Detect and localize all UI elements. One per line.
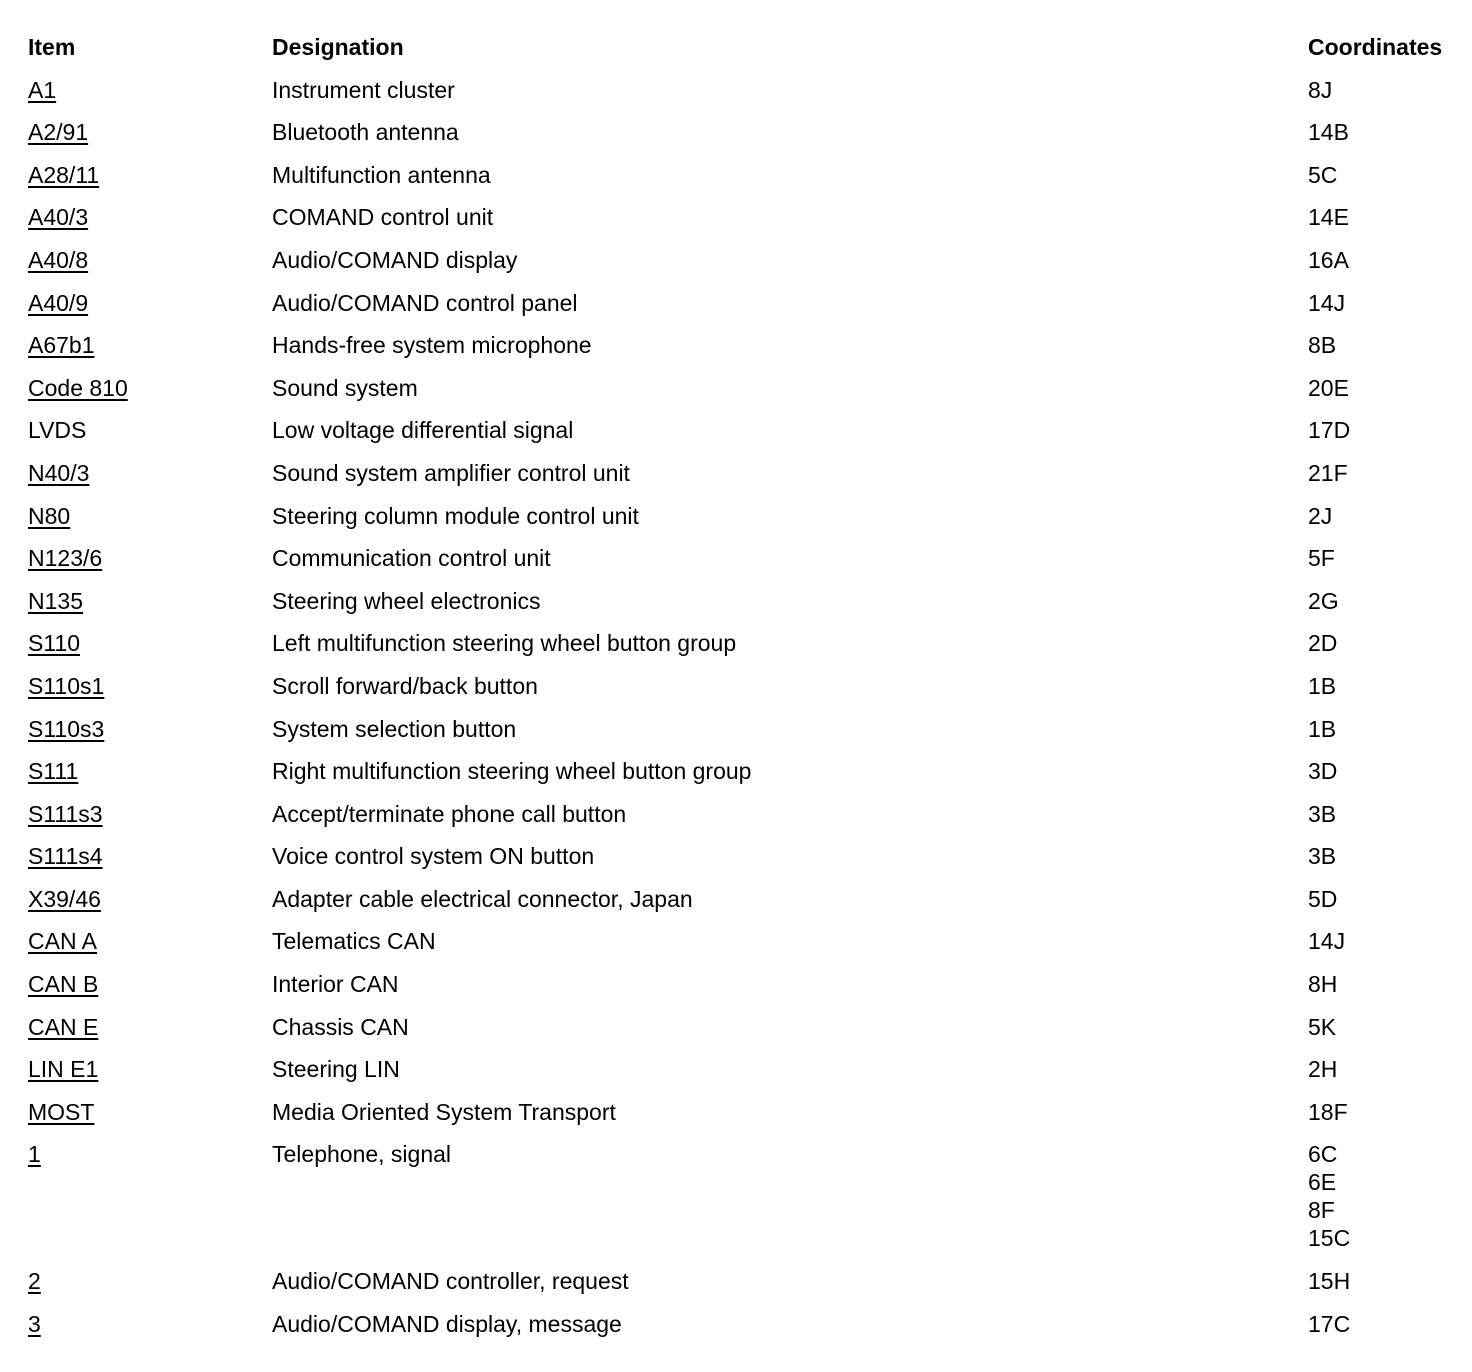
item-link[interactable]: A1 [28, 76, 57, 103]
coordinate-value: 2H [1308, 1056, 1338, 1083]
coordinate-value: 15C [1308, 1225, 1351, 1252]
header-designation: Designation [272, 34, 404, 60]
designation-cell: Audio/COMAND control panel [272, 289, 578, 316]
designation-cell: Audio/COMAND display, message [272, 1310, 622, 1337]
coordinate-value: 8F [1308, 1197, 1335, 1224]
table-row [28, 282, 1468, 325]
coordinates-cell [1308, 416, 1468, 444]
coordinates-cell [1308, 800, 1468, 828]
designation-cell: Sound system [272, 374, 418, 401]
item-link[interactable]: Code 810 [28, 374, 128, 401]
item-cell [28, 1267, 272, 1295]
item-cell [28, 203, 272, 231]
item-link[interactable]: CAN B [28, 971, 99, 998]
item-link[interactable]: 2 [28, 1268, 41, 1295]
coordinates-cell [1308, 459, 1468, 487]
coordinates-cell [1308, 587, 1468, 615]
item-cell [28, 246, 272, 274]
designation-cell: Accept/terminate phone call button [272, 800, 627, 827]
coordinate-value: 14J [1308, 928, 1346, 955]
table-row [28, 665, 1468, 708]
item-cell [28, 587, 272, 615]
item-cell [28, 1013, 272, 1041]
coordinates-cell [1308, 757, 1468, 785]
item-cell [28, 1055, 272, 1083]
designation-cell: Audio/COMAND controller, request [272, 1268, 629, 1295]
coordinate-value: 6E [1308, 1169, 1337, 1196]
coordinate-value: 21F [1308, 459, 1348, 486]
coordinate-value: 14J [1308, 289, 1346, 316]
coordinate-value: 2D [1308, 630, 1338, 657]
table-row [28, 878, 1468, 921]
coordinate-value: 1B [1308, 672, 1337, 699]
item-link[interactable]: 3 [28, 1310, 41, 1337]
designation-cell: Hands-free system microphone [272, 332, 592, 359]
designation-cell: System selection button [272, 715, 517, 742]
coordinate-value: 2J [1308, 502, 1333, 529]
coordinates-cell [1308, 927, 1468, 955]
item-cell [28, 544, 272, 572]
coordinates-cell [1308, 1140, 1468, 1252]
item-cell [28, 1098, 272, 1126]
designation-cell: Scroll forward/back button [272, 672, 538, 699]
designation-cell: Chassis CAN [272, 1013, 409, 1040]
item-cell [28, 842, 272, 870]
item-cell [28, 374, 272, 402]
table-row [28, 1303, 1468, 1346]
designation-cell: Steering LIN [272, 1056, 400, 1083]
table-row [28, 239, 1468, 282]
coordinates-cell [1308, 715, 1468, 743]
table-row [28, 1006, 1468, 1049]
item-cell [28, 161, 272, 189]
coordinates-cell [1308, 1310, 1468, 1338]
item-link[interactable]: S110 [28, 630, 81, 657]
coordinates-cell [1308, 161, 1468, 189]
coordinates-cell [1308, 544, 1468, 572]
table-row [28, 324, 1468, 367]
table-header [28, 26, 1468, 69]
item-cell [28, 331, 272, 359]
coordinate-value: 8J [1308, 76, 1333, 103]
table-row [28, 367, 1468, 410]
coordinate-value: 2G [1308, 587, 1339, 614]
coordinate-value: 1B [1308, 715, 1337, 742]
coordinates-cell [1308, 1013, 1468, 1041]
designation-cell: COMAND control unit [272, 204, 494, 231]
table-row [28, 708, 1468, 751]
coordinates-cell [1308, 502, 1468, 530]
item-cell [28, 1140, 272, 1168]
item-cell [28, 970, 272, 998]
item-link[interactable]: A67b1 [28, 332, 95, 359]
item-link[interactable]: LIN E1 [28, 1056, 99, 1083]
table-row [28, 495, 1468, 538]
designation-cell: Right multifunction steering wheel button group [272, 758, 752, 785]
item-link[interactable]: A40/9 [28, 289, 89, 316]
coordinates-cell [1308, 118, 1468, 146]
table-row [28, 622, 1468, 665]
table-row [28, 111, 1468, 154]
coordinate-value: 5F [1308, 545, 1335, 572]
item-cell [28, 416, 272, 444]
designation-cell: Communication control unit [272, 545, 551, 572]
coordinates-cell [1308, 672, 1468, 700]
coordinates-cell [1308, 885, 1468, 913]
item-link[interactable]: N80 [28, 502, 71, 529]
table-row [28, 1048, 1468, 1091]
designation-cell: Left multifunction steering wheel button group [272, 630, 737, 657]
coordinates-cell [1308, 1098, 1468, 1126]
table-row [28, 963, 1468, 1006]
designation-cell: Multifunction antenna [272, 161, 491, 188]
coordinates-cell [1308, 331, 1468, 359]
designation-cell: Sound system amplifier control unit [272, 459, 630, 486]
item-link[interactable]: S111s3 [28, 800, 103, 827]
table-row [28, 1260, 1468, 1303]
designation-cell: Audio/COMAND display [272, 246, 518, 273]
designation-cell: Interior CAN [272, 971, 399, 998]
table-row [28, 537, 1468, 580]
coordinate-value: 3B [1308, 843, 1337, 870]
table-row [28, 1133, 1468, 1260]
table-row [28, 69, 1468, 112]
header-item: Item [28, 34, 76, 60]
item-link[interactable]: S111s4 [28, 843, 103, 870]
designation-cell: Voice control system ON button [272, 843, 595, 870]
item-cell [28, 1310, 272, 1338]
item-cell [28, 459, 272, 487]
coordinate-value: 6C [1308, 1141, 1338, 1168]
item-cell [28, 715, 272, 743]
table-row [28, 154, 1468, 197]
designation-cell: Low voltage differential signal [272, 417, 574, 444]
item-cell [28, 672, 272, 700]
item-link[interactable]: A40/3 [28, 204, 89, 231]
item-link[interactable]: A28/11 [28, 161, 100, 188]
table-body [28, 69, 1468, 1346]
coordinate-value: 5K [1308, 1013, 1337, 1040]
coordinates-cell [1308, 289, 1468, 317]
item-cell [28, 502, 272, 530]
table-row [28, 750, 1468, 793]
coordinates-cell [1308, 1267, 1468, 1295]
designation-cell: Telephone, signal [272, 1141, 452, 1168]
table-row [28, 452, 1468, 495]
coordinate-value: 17C [1308, 1310, 1351, 1337]
legend-table [28, 26, 1468, 1345]
coordinate-value: 3D [1308, 758, 1338, 785]
item-link[interactable]: 1 [28, 1141, 41, 1168]
coordinate-value: 20E [1308, 374, 1349, 401]
coordinate-value: 3B [1308, 800, 1337, 827]
coordinate-value: 5D [1308, 885, 1338, 912]
coordinate-value: 16A [1308, 246, 1349, 273]
coordinates-cell [1308, 629, 1468, 657]
coordinate-value: 15H [1308, 1268, 1351, 1295]
designation-cell: Media Oriented System Transport [272, 1098, 616, 1125]
coordinates-cell [1308, 970, 1468, 998]
item-link[interactable]: CAN A [28, 928, 98, 955]
table-row [28, 793, 1468, 836]
item-cell [28, 629, 272, 657]
designation-cell: Steering column module control unit [272, 502, 639, 529]
item-link[interactable]: A2/91 [28, 119, 89, 146]
item-label: LVDS [28, 417, 87, 444]
coordinate-value: 5C [1308, 161, 1338, 188]
item-link[interactable]: CAN E [28, 1013, 99, 1040]
item-link[interactable]: X39/46 [28, 885, 101, 912]
coordinate-value: 8H [1308, 971, 1338, 998]
designation-cell: Telematics CAN [272, 928, 436, 955]
item-link[interactable]: S110s3 [28, 715, 105, 742]
table-row [28, 1091, 1468, 1134]
item-cell [28, 927, 272, 955]
item-cell [28, 757, 272, 785]
table-row [28, 835, 1468, 878]
table-row [28, 409, 1468, 452]
item-link[interactable]: S111 [28, 758, 79, 785]
coordinates-cell [1308, 246, 1468, 274]
item-link[interactable]: N135 [28, 587, 83, 614]
coordinate-value: 18F [1308, 1098, 1348, 1125]
item-cell [28, 289, 272, 317]
item-cell [28, 885, 272, 913]
designation-cell: Instrument cluster [272, 76, 455, 103]
designation-cell: Adapter cable electrical connector, Japan [272, 885, 693, 912]
designation-cell: Bluetooth antenna [272, 119, 459, 146]
coordinates-cell [1308, 374, 1468, 402]
header-coordinates: Coordinates [1308, 34, 1443, 60]
coordinate-value: 8B [1308, 332, 1337, 359]
item-cell [28, 800, 272, 828]
item-cell [28, 118, 272, 146]
coordinate-value: 17D [1308, 417, 1351, 444]
table-row [28, 196, 1468, 239]
designation-cell: Steering wheel electronics [272, 587, 541, 614]
item-link[interactable]: N40/3 [28, 459, 90, 486]
coordinate-value: 14B [1308, 119, 1349, 146]
item-link[interactable]: MOST [28, 1098, 95, 1125]
table-row [28, 580, 1468, 623]
coordinates-cell [1308, 842, 1468, 870]
item-link[interactable]: S110s1 [28, 672, 105, 699]
coordinate-value: 14E [1308, 204, 1349, 231]
table-row [28, 920, 1468, 963]
coordinates-cell [1308, 1055, 1468, 1083]
coordinates-cell [1308, 76, 1468, 104]
item-link[interactable]: A40/8 [28, 246, 89, 273]
coordinates-cell [1308, 203, 1468, 231]
item-cell [28, 76, 272, 104]
item-link[interactable]: N123/6 [28, 545, 103, 572]
